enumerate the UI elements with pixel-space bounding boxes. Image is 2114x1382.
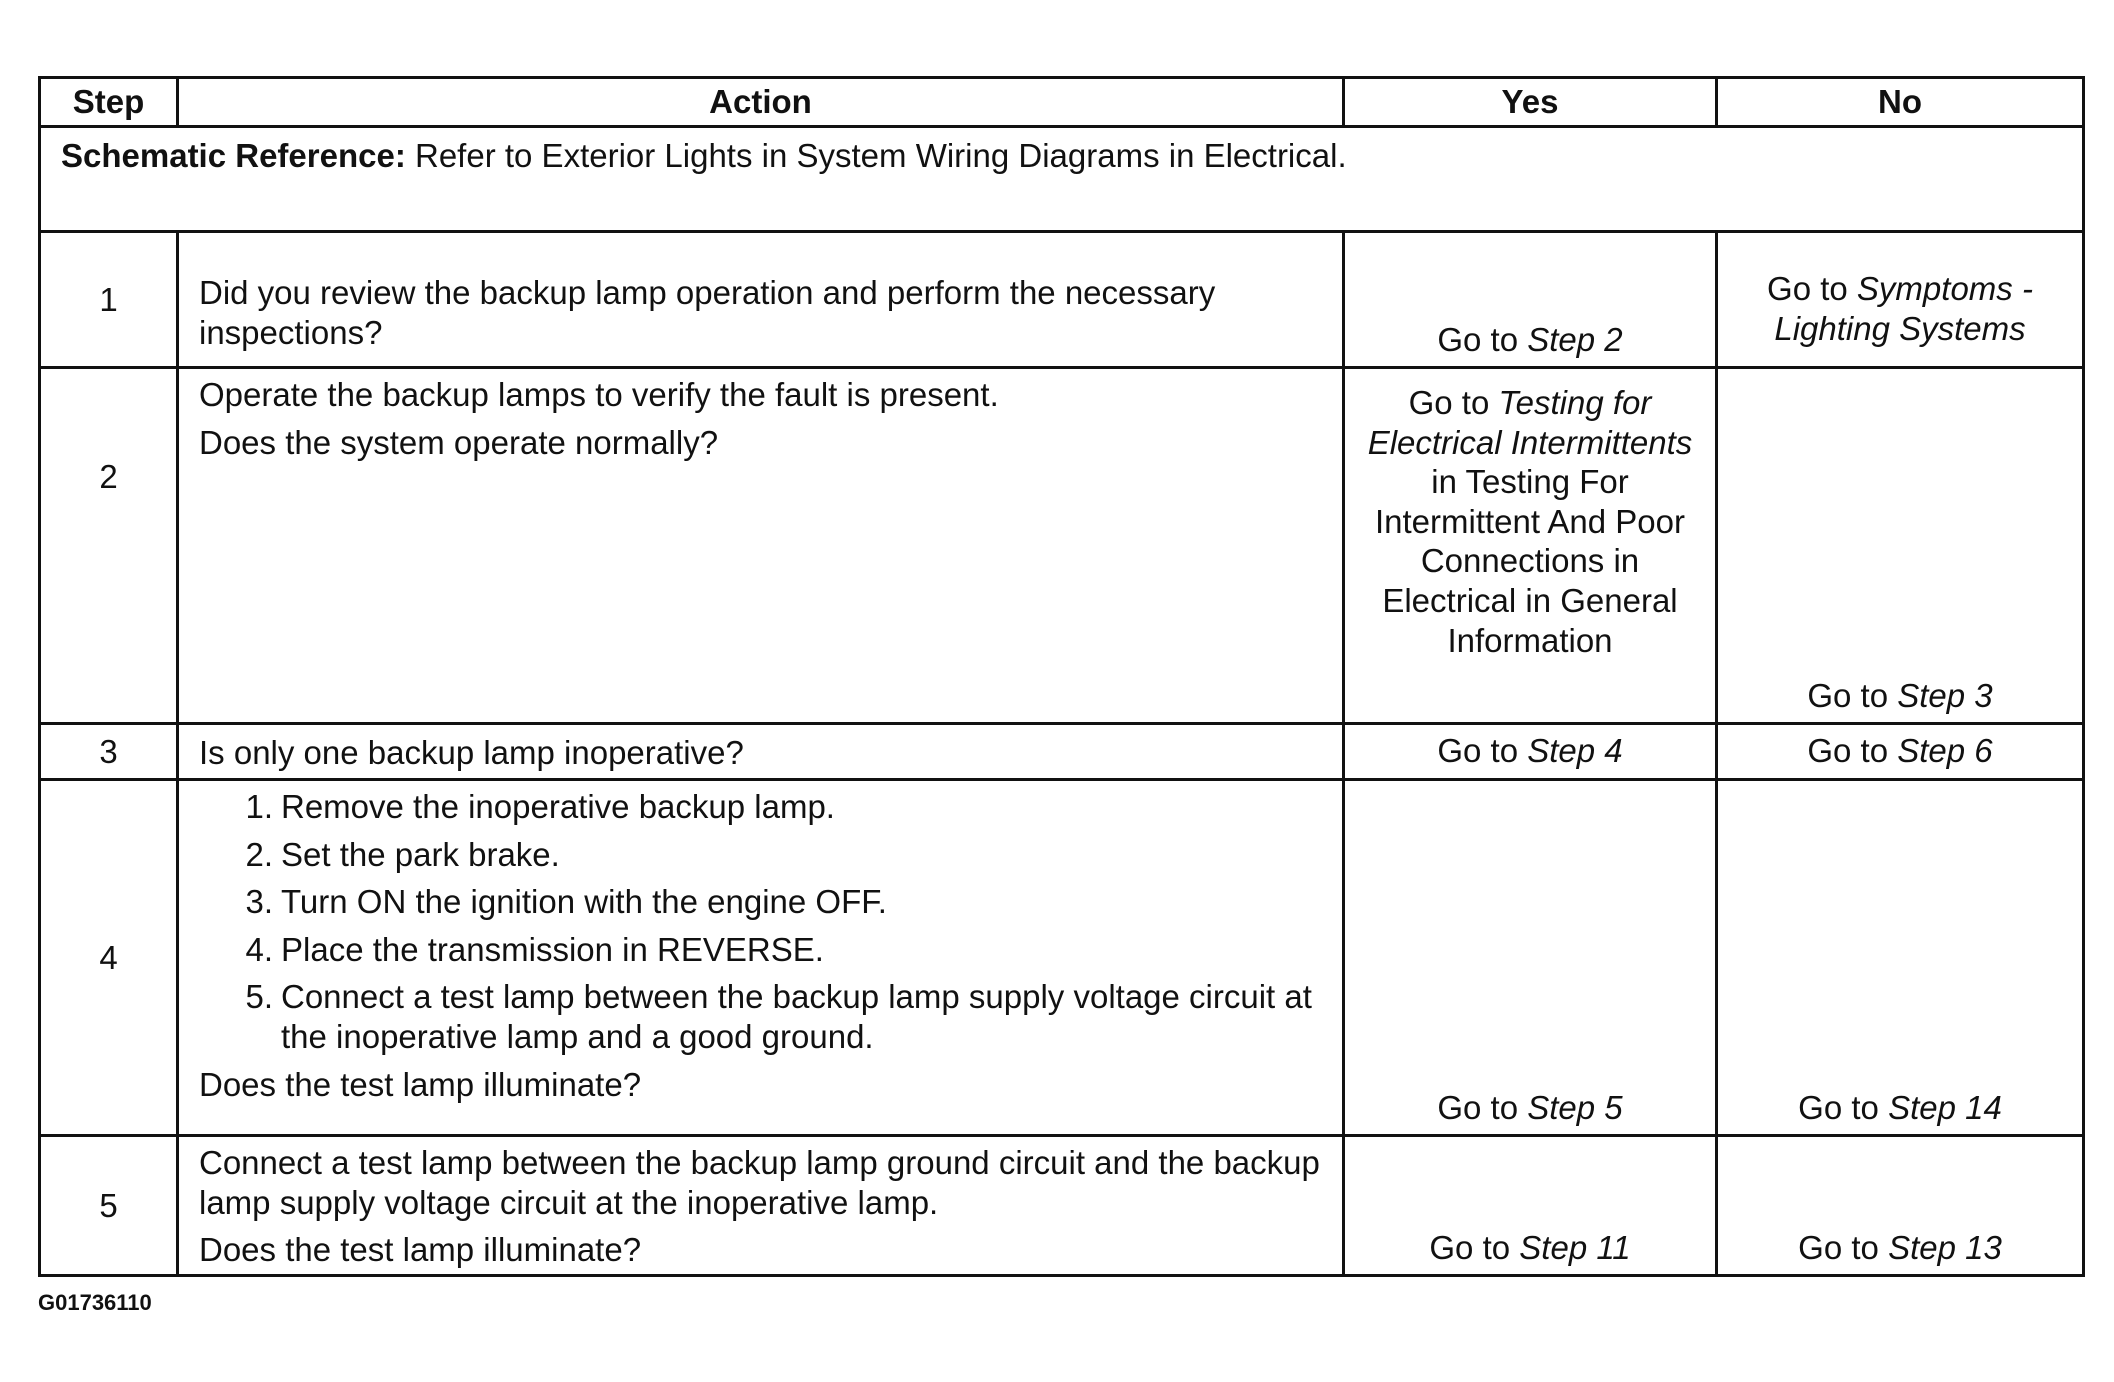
no-cell (1717, 368, 2084, 724)
diagnostic-table-sheet (38, 76, 2082, 1277)
no-target: Step 3 (1897, 677, 1993, 715)
yes-prefix: Go to (1437, 321, 1519, 359)
yes-cell (1344, 232, 1717, 368)
header-action: Action (178, 78, 1344, 127)
substep-number: 1. (245, 788, 273, 825)
table-row (40, 368, 2084, 724)
yes-target: Step 11 (1519, 1229, 1631, 1267)
schematic-reference-label: Schematic Reference: (61, 137, 406, 174)
no-prefix: Go to (1807, 677, 1889, 715)
no-cell (1717, 1136, 2084, 1276)
yes-suffix: in Testing For Intermittent And Poor Connections in Electrical in General Information (1374, 463, 1685, 659)
table-row (40, 232, 2084, 368)
no-cell (1717, 232, 2084, 368)
yes-prefix: Go to (1408, 384, 1490, 421)
no-prefix: Go to (1807, 731, 1889, 769)
substep-list (199, 787, 1322, 1057)
table-row (40, 724, 2084, 780)
step-number: 2 (40, 368, 178, 724)
yes-cell (1344, 724, 1717, 780)
list-item (199, 882, 1322, 922)
substep-text: Place the transmission in REVERSE. (281, 930, 824, 968)
list-item (199, 977, 1322, 1056)
no-cell (1717, 724, 2084, 780)
yes-target: Testing for Electrical Intermittents (1367, 384, 1693, 461)
substep-text: Connect a test lamp between the backup lamp supply voltage circuit at the inoperative lamp and a good ground. (281, 978, 1312, 1055)
list-item (199, 835, 1322, 875)
yes-target: Step 4 (1527, 731, 1623, 769)
list-item (199, 787, 1322, 827)
no-target: Step 13 (1888, 1229, 2002, 1267)
header-no: No (1717, 78, 2084, 127)
substep-number: 5. (245, 978, 273, 1016)
step-number: 1 (40, 232, 178, 368)
no-target: Symptoms - Lighting Systems (1774, 270, 2033, 347)
no-prefix: Go to (1767, 270, 1848, 307)
action-question: Does the test lamp illuminate? (199, 1065, 642, 1103)
list-item (199, 930, 1322, 970)
diagnostic-table (38, 76, 2085, 1277)
yes-cell (1344, 1136, 1717, 1276)
header-step: Step (40, 78, 178, 127)
yes-prefix: Go to (1437, 731, 1519, 769)
substep-number: 2. (245, 835, 273, 873)
action-question: Does the test lamp illuminate? (199, 1231, 642, 1269)
table-row (40, 1136, 2084, 1276)
action-text: Did you review the backup lamp operation and perform the necessary inspections? (199, 273, 1216, 351)
yes-prefix: Go to (1437, 1089, 1519, 1127)
substep-number: 3. (245, 883, 273, 921)
no-target: Step 14 (1888, 1089, 2002, 1127)
figure-id: G01736110 (38, 1290, 152, 1315)
schematic-reference-row (40, 127, 2084, 232)
action-cell (178, 1136, 1344, 1276)
no-target: Step 6 (1897, 731, 1993, 769)
substep-text: Remove the inoperative backup lamp. (281, 788, 835, 825)
action-text: Is only one backup lamp inoperative? (199, 733, 744, 771)
schematic-reference (40, 127, 2084, 232)
yes-cell (1344, 780, 1717, 1136)
substep-text: Turn ON the ignition with the engine OFF. (281, 883, 887, 921)
action-cell (178, 724, 1344, 780)
substep-text: Set the park brake. (281, 835, 560, 873)
no-prefix: Go to (1798, 1229, 1879, 1267)
substep-number: 4. (245, 930, 273, 968)
action-question: Does the system operate normally? (199, 423, 719, 461)
yes-target: Step 5 (1527, 1089, 1623, 1127)
schematic-reference-text: Refer to Exterior Lights in System Wiring Diagrams in Electrical. (415, 137, 1347, 174)
yes-cell (1344, 368, 1717, 724)
action-cell (178, 232, 1344, 368)
step-number: 4 (40, 780, 178, 1136)
no-cell (1717, 780, 2084, 1136)
no-prefix: Go to (1798, 1089, 1879, 1127)
action-cell (178, 368, 1344, 724)
action-text: Operate the backup lamps to verify the fault is present. (199, 376, 999, 413)
action-cell (178, 780, 1344, 1136)
table-row (40, 780, 2084, 1136)
yes-prefix: Go to (1429, 1229, 1511, 1267)
step-number: 5 (40, 1136, 178, 1276)
step-number: 3 (40, 724, 178, 780)
yes-target: Step 2 (1527, 321, 1623, 359)
action-text: Connect a test lamp between the backup lamp ground circuit and the backup lamp supply voltage circuit at the inoperative lamp. (199, 1144, 1320, 1221)
header-yes: Yes (1344, 78, 1717, 127)
header-row (40, 78, 2084, 127)
